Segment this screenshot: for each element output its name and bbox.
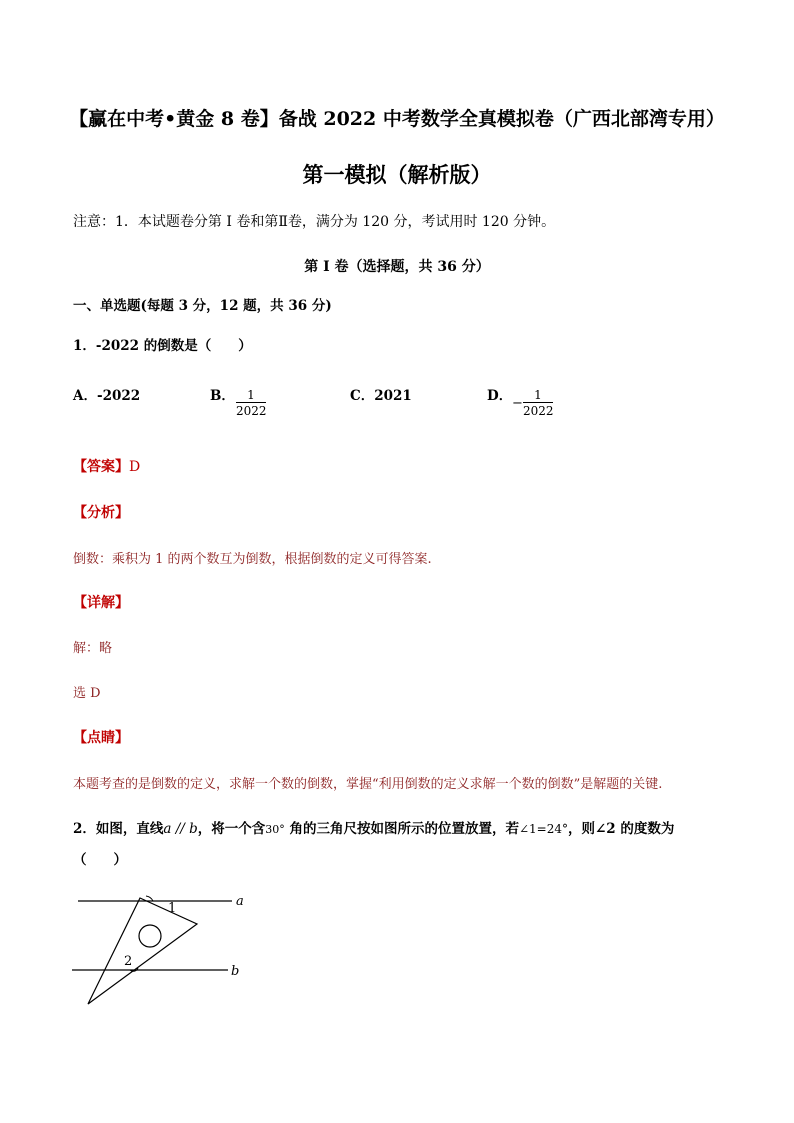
- label-b: b: [231, 964, 240, 979]
- q1-option-b-numerator: 1: [247, 388, 255, 402]
- label-a: a: [236, 894, 244, 909]
- q1-option-d-sign: −: [512, 396, 523, 411]
- part-title: 第 I 卷（选择题，共 36 分）: [304, 259, 490, 275]
- question-2-stem-continued: （ ）: [73, 852, 127, 868]
- q1-option-d-label: D．: [487, 388, 513, 404]
- q1-detail-label: 【详解】: [73, 595, 129, 611]
- q2-stem-part-b: ，将一个含: [197, 821, 266, 837]
- exam-note: 注意：1．本试题卷分第 I 卷和第Ⅱ卷，满分为 120 分，考试用时 120 分钟。: [73, 214, 556, 230]
- section-title: 一、单选题(每题 3 分，12 题，共 36 分): [73, 298, 332, 314]
- question-2-stem: [73, 817, 674, 837]
- triangle-hole: [139, 925, 161, 947]
- q1-comment-label: 【点睛】: [73, 730, 129, 746]
- q1-option-d-fraction: [523, 388, 553, 418]
- question-1-stem: 1．-2022 的倒数是（ ）: [73, 338, 252, 354]
- q1-option-b-label: B．: [210, 388, 235, 404]
- q2-stem-degree: 30°: [265, 823, 285, 836]
- exam-title: 【赢在中考•黄金 8 卷】备战 2022 中考数学全真模拟卷（广西北部湾专用）: [69, 108, 725, 130]
- exam-subtitle: 第一模拟（解析版）: [302, 162, 492, 187]
- q1-option-b-fraction: [236, 388, 266, 418]
- q1-analysis-text: 倒数：乘积为 1 的两个数互为倒数，根据倒数的定义可得答案.: [73, 552, 432, 567]
- q2-stem-parallel: a // b: [163, 821, 198, 837]
- q1-option-a: A．-2022: [73, 388, 141, 404]
- q1-option-c: C．2021: [350, 388, 412, 404]
- q1-detail-line-1: 解：略: [73, 641, 113, 656]
- q1-option-d-denominator: 2022: [523, 404, 554, 418]
- label-1: 1: [168, 901, 177, 916]
- q1-comment-text: 本题考查的是倒数的定义，求解一个数的倒数，掌握“利用倒数的定义求解一个数的倒数”是解题的关键.: [73, 777, 663, 792]
- q2-figure: [60, 880, 280, 1020]
- q2-stem-part-c: 角的三角尺按如图所示的位置放置，若: [284, 821, 519, 837]
- q1-detail-line-2: 选 D: [73, 686, 101, 701]
- q2-stem-part-d: ，则∠2 的度数为: [568, 821, 675, 837]
- q1-analysis-label: 【分析】: [73, 505, 129, 521]
- q1-answer: [73, 456, 140, 476]
- q1-answer-value: D: [129, 459, 141, 475]
- q1-option-d-numerator: 1: [534, 388, 542, 402]
- q1-answer-label: 【答案】: [73, 459, 129, 475]
- angle-1-arc: [146, 896, 153, 901]
- label-2: 2: [124, 954, 133, 969]
- q1-option-b-denominator: 2022: [236, 404, 267, 418]
- q2-stem-angle: ∠1=24°: [518, 822, 568, 836]
- triangle-ruler: [88, 898, 197, 1004]
- q2-stem-part-a: 2．如图，直线: [73, 821, 164, 837]
